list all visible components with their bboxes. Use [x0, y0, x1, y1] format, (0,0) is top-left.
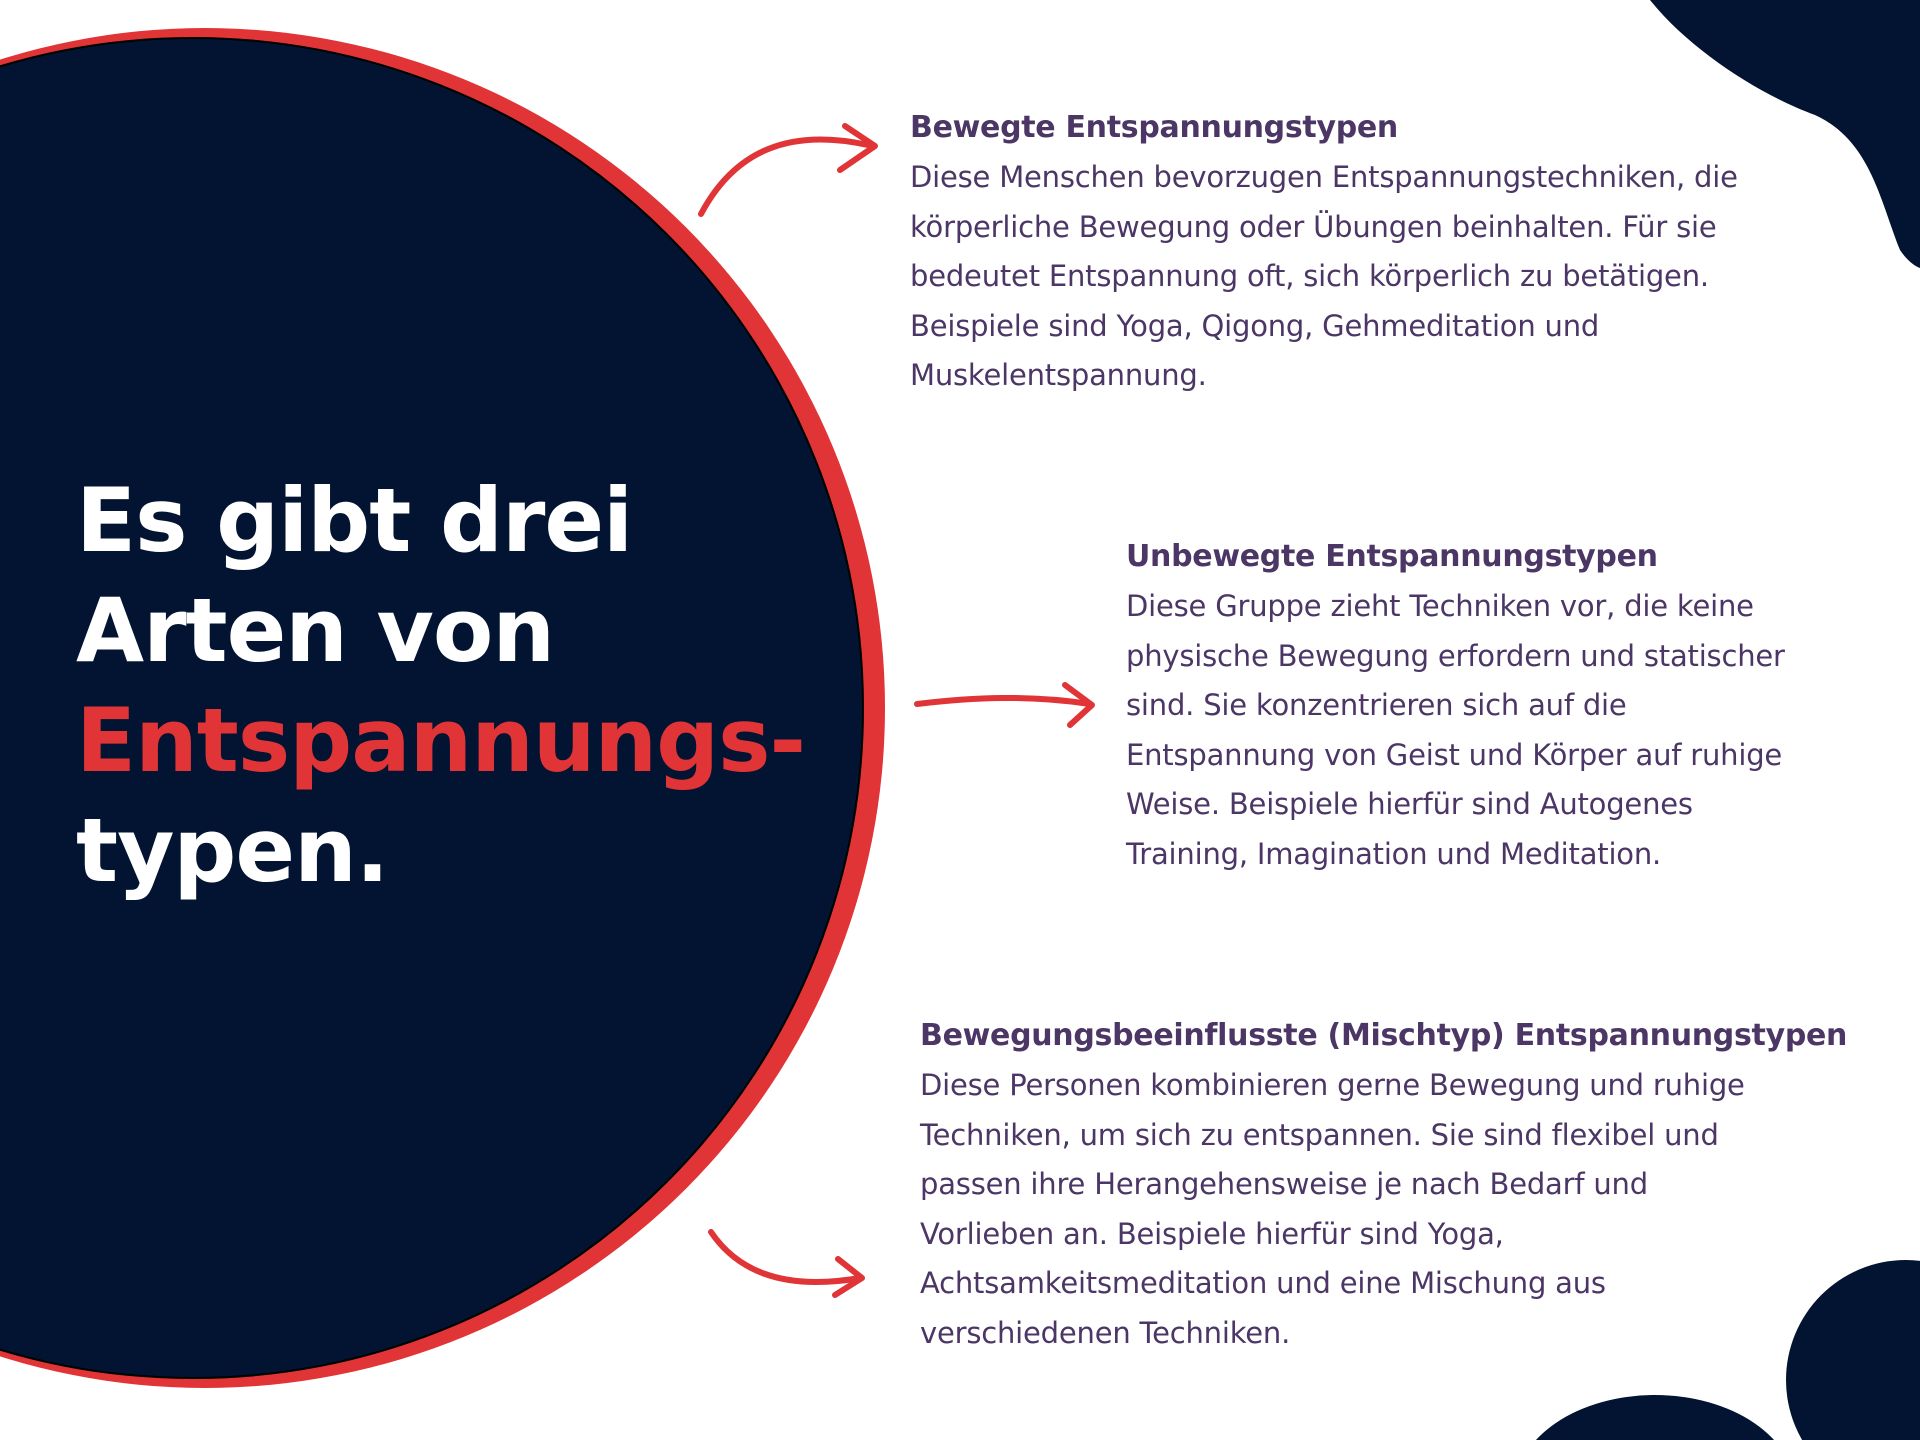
headline-line-4: typen. — [76, 799, 389, 902]
arrow-right-icon — [917, 685, 1092, 725]
type-description-line: Vorlieben an. Beispiele hierfür sind Yoga, — [920, 1216, 1504, 1251]
arrow-right-icon — [711, 1232, 862, 1295]
type-description-line: Entspannung von Geist und Körper auf ruhige — [1126, 737, 1783, 772]
type-description-line: sind. Sie konzentrieren sich auf die — [1126, 688, 1627, 722]
type-title: Bewegungsbeeinflusste (Mischtyp) Entspannungstypen — [920, 1018, 1848, 1053]
type-description — [1126, 582, 1785, 879]
type-description-line: bedeutet Entspannung oft, sich körperlich zu betätigen. — [910, 259, 1709, 293]
type-description-line: Achtsamkeitsmeditation und eine Mischung aus — [920, 1266, 1606, 1300]
type-description-line: Diese Menschen bevorzugen Entspannungstechniken, die — [910, 160, 1738, 194]
type-description-line: passen ihre Herangehensweise je nach Bedarf und — [920, 1167, 1648, 1201]
type-description-line: Beispiele sind Yoga, Qigong, Gehmeditation und — [910, 308, 1600, 343]
type-description-line: Muskelentspannung. — [910, 358, 1207, 392]
type-description-line: Diese Gruppe zieht Techniken vor, die keine — [1126, 589, 1754, 623]
type-title: Bewegte Entspannungstypen — [910, 110, 1398, 145]
type-description-line: Training, Imagination und Meditation. — [1126, 836, 1662, 871]
type-block-unmoving — [1126, 532, 1785, 879]
type-description-line: verschiedenen Techniken. — [920, 1315, 1291, 1350]
headline-line-2: Arten von — [76, 579, 555, 682]
type-description — [910, 153, 1738, 401]
bottom-blob — [1515, 1395, 1795, 1440]
type-description — [920, 1061, 1847, 1358]
type-description-line: körperliche Bewegung oder Übungen beinhalten. Für sie — [910, 209, 1717, 244]
type-title: Unbewegte Entspannungstypen — [1126, 539, 1658, 574]
headline-line-3-accent: Entspannungs- — [76, 689, 806, 792]
type-description-line: Techniken, um sich zu entspannen. Sie sind flexibel und — [920, 1117, 1719, 1152]
type-description-line: Weise. Beispiele hierfür sind Autogenes — [1126, 787, 1693, 821]
type-block-moving — [910, 103, 1738, 401]
arrow-right-icon — [701, 126, 875, 214]
type-description-line: Diese Personen kombinieren gerne Bewegung und ruhige — [920, 1068, 1745, 1102]
type-block-mixed — [920, 1011, 1847, 1358]
headline — [76, 466, 836, 906]
type-description-line: physische Bewegung erfordern und statischer — [1126, 638, 1785, 673]
headline-line-1: Es gibt drei — [76, 469, 633, 572]
